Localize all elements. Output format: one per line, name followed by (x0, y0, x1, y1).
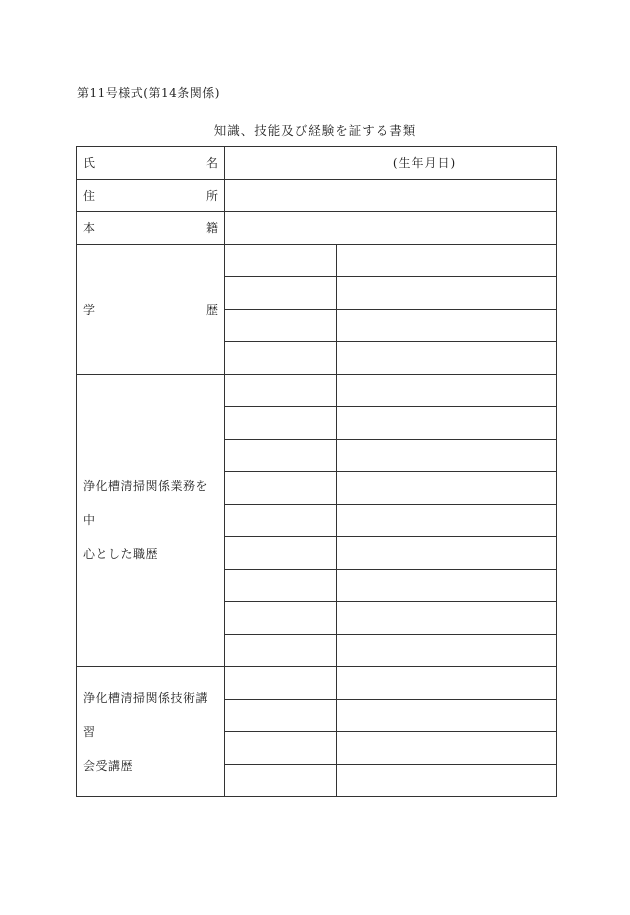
field-name[interactable] (225, 147, 557, 180)
label-address (77, 179, 225, 212)
career-date-cell[interactable] (225, 472, 337, 505)
birth-date-note: (生年月日) (392, 156, 457, 171)
label-address-left: 住 (83, 188, 96, 203)
label-training (77, 667, 225, 797)
career-detail-cell[interactable] (337, 407, 557, 440)
education-date-cell[interactable] (225, 342, 337, 375)
label-career-line2: 心とした職歴 (83, 547, 159, 562)
label-education-right: 歴 (205, 302, 218, 317)
education-detail-cell[interactable] (337, 309, 557, 342)
label-registry (77, 212, 225, 245)
label-training-line1: 浄化槽清掃関係技術講習 (83, 690, 209, 739)
row-address (77, 179, 557, 212)
label-education (77, 244, 225, 374)
label-career (77, 374, 225, 667)
label-registry-left: 本 (83, 221, 96, 236)
education-date-cell[interactable] (225, 244, 337, 277)
field-address[interactable] (225, 179, 557, 212)
career-detail-cell[interactable] (337, 602, 557, 635)
training-date-cell[interactable] (225, 667, 337, 700)
career-date-cell[interactable] (225, 407, 337, 440)
career-detail-cell[interactable] (337, 439, 557, 472)
training-detail-cell[interactable] (337, 764, 557, 797)
document-title: 知識、技能及び経験を証する書類 (213, 123, 417, 138)
label-career-line1: 浄化槽清掃関係業務を中 (83, 479, 209, 528)
career-date-cell[interactable] (225, 374, 337, 407)
certificate-form-table (76, 146, 557, 797)
label-name-left: 氏 (83, 156, 96, 171)
training-detail-cell[interactable] (337, 699, 557, 732)
career-detail-cell[interactable] (337, 374, 557, 407)
career-date-cell[interactable] (225, 602, 337, 635)
career-detail-cell[interactable] (337, 504, 557, 537)
form-number: 第11号様式(第14条関係) (77, 86, 220, 100)
training-date-cell[interactable] (225, 764, 337, 797)
row-education (77, 244, 557, 277)
training-detail-cell[interactable] (337, 667, 557, 700)
training-date-cell[interactable] (225, 699, 337, 732)
training-detail-cell[interactable] (337, 732, 557, 765)
career-detail-cell[interactable] (337, 634, 557, 667)
label-name (77, 147, 225, 180)
career-date-cell[interactable] (225, 569, 337, 602)
education-detail-cell[interactable] (337, 244, 557, 277)
row-name (77, 147, 557, 180)
field-registry[interactable] (225, 212, 557, 245)
education-detail-cell[interactable] (337, 342, 557, 375)
row-training (77, 667, 557, 700)
career-date-cell[interactable] (225, 504, 337, 537)
career-detail-cell[interactable] (337, 537, 557, 570)
education-date-cell[interactable] (225, 309, 337, 342)
label-registry-right: 籍 (205, 221, 218, 236)
career-date-cell[interactable] (225, 537, 337, 570)
label-training-line2: 会受講歴 (83, 758, 134, 773)
row-career (77, 374, 557, 407)
career-date-cell[interactable] (225, 634, 337, 667)
label-name-right: 名 (205, 156, 218, 171)
education-date-cell[interactable] (225, 277, 337, 310)
row-registry (77, 212, 557, 245)
label-address-right: 所 (205, 188, 218, 203)
career-detail-cell[interactable] (337, 472, 557, 505)
education-detail-cell[interactable] (337, 277, 557, 310)
career-date-cell[interactable] (225, 439, 337, 472)
training-date-cell[interactable] (225, 732, 337, 765)
label-education-left: 学 (83, 302, 96, 317)
career-detail-cell[interactable] (337, 569, 557, 602)
